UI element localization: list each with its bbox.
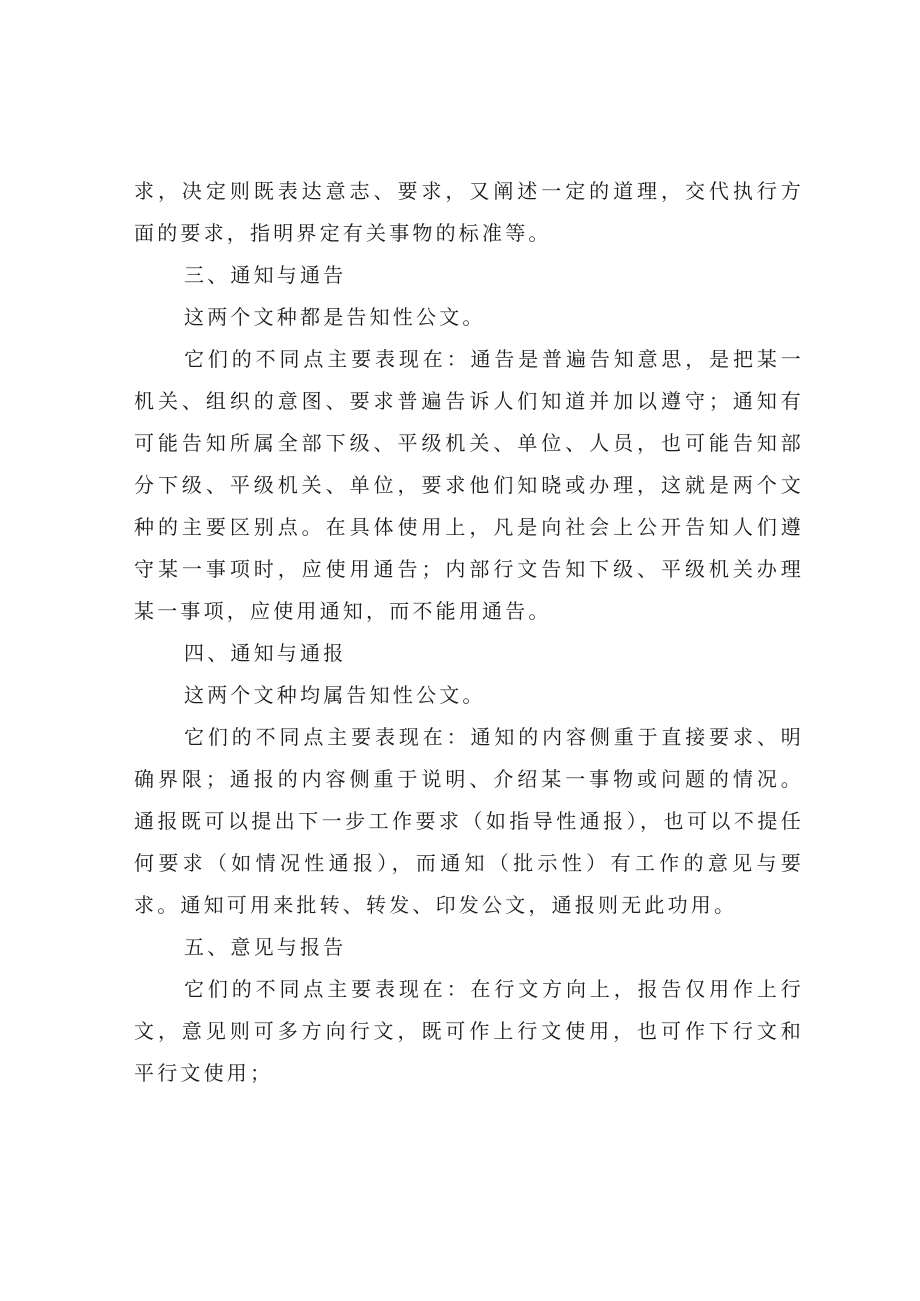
paragraph: 它们的不同点主要表现在：通告是普遍告知意思，是把某一机关、组织的意图、要求普遍告诉人们知道并加以遵守；通知有可能告知所属全部下级、平级机关、单位、人员，也可能告知部分下级、平级机关、单位，要求他们知晓或办理，这就是两个文种的主要区别点。在具体使用上，凡是向社会上公开告知人们遵守某一事项时，应使用通告；内部行文告知下级、平级机关办理某一事项，应使用通知，而不能用通告。: [134, 347, 804, 623]
paragraph: 它们的不同点主要表现在：通知的内容侧重于直接要求、明确界限；通报的内容侧重于说明、介绍某一事物或问题的情况。通报既可以提出下一步工作要求（如指导性通报），也可以不提任何要求（如情况性通报），而通知（批示性）有工作的意见与要求。通知可用来批转、转发、印发公文，通报则无此功用。: [134, 725, 804, 917]
paragraph-continuation: 求，决定则既表达意志、要求，又阐述一定的道理，交代执行方面的要求，指明界定有关事物的标准等。: [134, 179, 804, 245]
section-heading-3: 三、通知与通告: [184, 263, 347, 287]
section-heading-5: 五、意见与报告: [184, 935, 347, 959]
paragraph: 这两个文种都是告知性公文。: [184, 305, 486, 329]
section-heading-4: 四、通知与通报: [184, 641, 347, 665]
paragraph: 它们的不同点主要表现在：在行文方向上，报告仅用作上行文，意见则可多方向行文，既可作上行文使用，也可作下行文和平行文使用；: [134, 977, 804, 1085]
paragraph: 这两个文种均属告知性公文。: [184, 683, 486, 707]
document-body: [134, 170, 804, 1094]
